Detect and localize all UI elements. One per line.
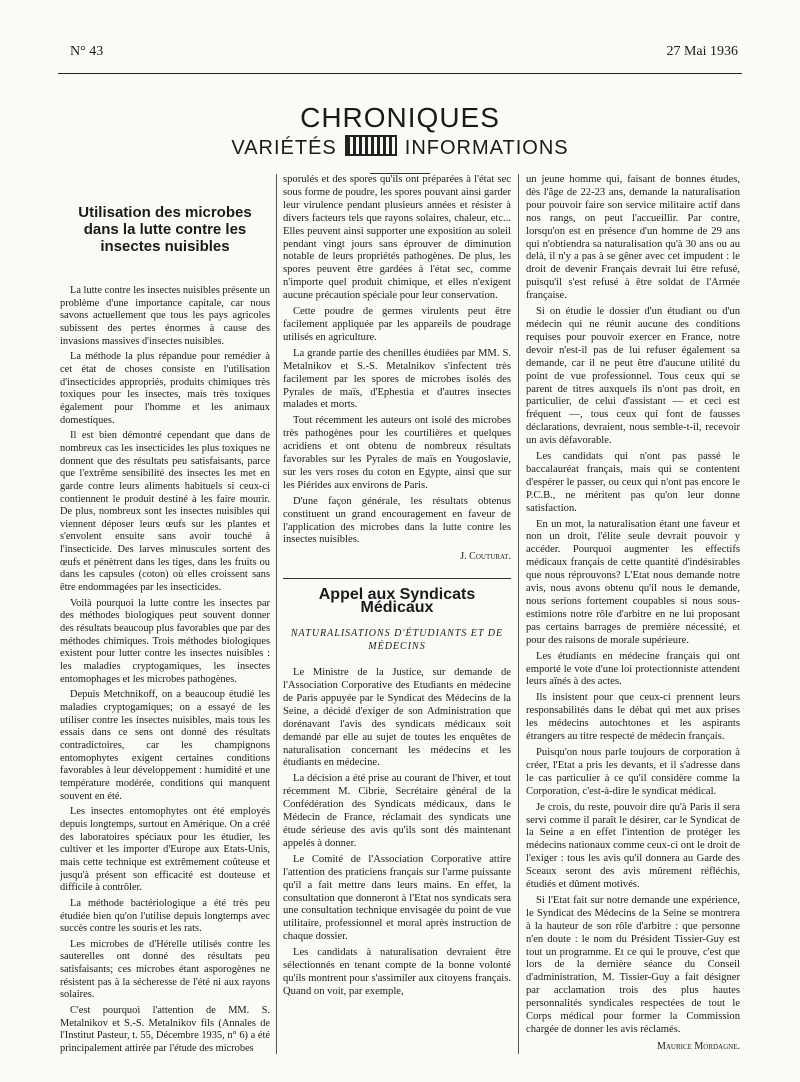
ornament-icon bbox=[345, 135, 397, 156]
article-divider bbox=[283, 578, 511, 579]
paragraph: Le Ministre de la Justice, sur demande de l'Association Corporative des Etudiants en médecine de Paris appuyée par le Syndicat des Médecins de la Seine, a décidé d'exiger de son Administration que dorénavant l'avis des syndicats médicaux soit demandé par elle au sujet de toutes les enquêtes de naturalisation concernant les médecins et les étudiants en médecine. bbox=[283, 667, 511, 769]
masthead-left: VARIÉTÉS bbox=[231, 137, 337, 159]
paragraph: Ils insistent pour que ceux-ci prennent leurs responsabilités dans le débat qui met aux prises les médecins autochtones et les aspirants étrangers au titre respecté de médecin français. bbox=[526, 692, 740, 743]
paragraph: La décision a été prise au courant de l'hiver, et tout récemment M. Cibrie, Secrétaire général de la Confédération des Syndicats médicaux, dans le Médecin de France, réclamait des syndicats une étude sérieuse des avis qu'ils sont dès maintenant appelés à donner. bbox=[283, 773, 511, 849]
issue-number: N° 43 bbox=[70, 44, 104, 59]
paragraph: Les microbes de d'Hérelle utilisés contre les sauterelles ont donné des résultats peu satisfaisants; ces microbes étant asporogènes ne résistent pas à la sécheresse de l'été ni aux rayons solaires. bbox=[60, 938, 270, 1001]
paragraph: La lutte contre les insectes nuisibles présente un problème d'une importance capitale, car nous savons actuellement que tous les pays agricoles subissent des pertes énormes à cause des invasions massives d'insectes nuisibles. bbox=[60, 285, 270, 347]
paragraph: Depuis Metchnikoff, on a beaucoup étudié les maladies cryptogamiques; on a essayé de les utiliser contre les insectes nuisibles, mais tous les essais dans ce sens ont donné des résultats contradictoires, car les champignons entomophytes exigent certaines conditions favorables à leur développement : humidité et une température modérée, conditions qui manquent souvent en été. bbox=[60, 689, 270, 802]
article-title: Utilisation des microbes dans la lutte contre les insectes nuisibles bbox=[78, 204, 252, 255]
paragraph: Les insectes entomophytes ont été employés depuis longtemps, surtout en Amérique. On a créé des laboratoires spéciaux pour les étudier, les cultiver et les importer d'Europe aux Etats-Unis, mais cette technique est extrêmement coûteuse et jusqu'à présent son efficacité est douteuse et difficile à contrôler. bbox=[60, 806, 270, 894]
paragraph: Voilà pourquoi la lutte contre les insectes par des méthodes biologiques peut souvent donner des résultats beaucoup plus favorables que par des méthodes chimiques. Trois méthodes biologiques existent pour lutter contre les insectes nuisibles : les maladies cryptogamiques, les insectes entomophages et les microbes pathogènes. bbox=[60, 597, 270, 685]
paragraph: Si on étudie le dossier d'un étudiant ou d'un médecin qui ne réunit aucune des conditions requises pour pouvoir exercer en France, notre devoir n'est-il pas de lui refuser également sa demande, car il ne peut être d'aucune utilité du point de vue professionnel. Tous ceux qui se parent de titres auxquels ils n'ont pas droit, en particulier, de celui d'assistant — et ceci est fréquent —, tous ceux qui font de fausses déclarations, devraient, nous semble-t-il, recevoir un avis défavorable. bbox=[526, 306, 740, 447]
paragraph: Tout récemment les auteurs ont isolé des microbes très pathogènes pour les courtilières et quelques acridiens et ont obtenu de nombreux résultats favorables sur les Pyrales de maïs en Yougoslavie, sur les vers roses du coton en Egypte, ainsi que sur les Piérides aux environs de Paris. bbox=[283, 415, 511, 491]
paragraph: En un mot, la naturalisation étant une faveur et non un droit, l'élite seule devrait pouvoir y accéder. Pourquoi augmenter les effectifs médicaux français de cette quantité d'indésirables que nous réprouvons? L'Etat nous demande notre avis, nous avons obtenu qu'il nous le demande, nous serions fortement coupables si nous sous-estimions notre rôle d'arbitre en ne lui proposant pas certains barrages de première nécessité, et pour des raisons de morale supérieure. bbox=[526, 518, 740, 646]
paragraph: La grande partie des chenilles étudiées par MM. S. Metalnikov et S.-S. Metalnikov s'infectent très facilement par les spores de microbes isolés des Pyrales de maïs, d'Ephestia et d'autres insectes malades et morts. bbox=[283, 347, 511, 411]
paragraph: C'est pourquoi l'attention de MM. S. Metalnikov et S.-S. Metalnikov fils (Annales de l'Institut Pasteur, t. 55, Décembre 1935, n° 6) a été principalement attirée par l'étude des microbes bbox=[60, 1005, 270, 1055]
column-3 bbox=[526, 174, 740, 1054]
paragraph: Les candidats à naturalisation devraient être sélectionnés en tenant compte de la bonne volonté qu'ils montrent pour s'assimiler aux citoyens français. Quand on voit, par exemple, bbox=[283, 947, 511, 997]
paragraph: Si l'Etat fait sur notre demande une expérience, le Syndicat des Médecins de la Seine se montrera à la hauteur de son rôle d'arbitre : que personne n'en doute : le nom du Président Tissier-Guy est tout un programme. Et ce qui le prouve, c'est que lors de la dernière séance du Conseil d'administration, M. Tissier-Guy a fait désigner par acclamation trois des plus hautes personnalités syndicales respectées de tout le Corps médical pour former la Commission chargée de donner les avis réclamés. bbox=[526, 894, 740, 1035]
article-subtitle: NATURALISATIONS D'ÉTUDIANTS ET DE MÉDECINS bbox=[290, 628, 504, 653]
signature: Maurice Mordagne. bbox=[656, 1040, 740, 1052]
column-1 bbox=[60, 204, 270, 1059]
header-rule bbox=[58, 73, 742, 74]
paragraph: Je crois, du reste, pouvoir dire qu'à Paris il sera servi comme il paraît le désirer, car le Syndicat de la Seine a en effet l'intention de protéger les médecins nationaux comme ceux-ci ont le droit de l'exiger : tous les avis qu'il donnera au Garde des Sceaux seront des avis mûrement réfléchis, étudiés et dûment motivés. bbox=[526, 801, 740, 891]
article-title: Appel aux Syndicats Médicaux bbox=[318, 586, 476, 617]
masthead-subtitle bbox=[0, 135, 800, 160]
paragraph: Il est bien démontré cependant que dans de nombreux cas les insecticides les plus toxiques ne donnent que des résultats peu satisfaisants, parce que l'extrême sensibilité des insectes les met en garde contre leurs aliments habituels si ceux-ci contiennent le produit destiné à les faire mourir. De plus, nombreux sont les insectes nuisibles qui viennent déposer leurs œufs sur les plantes et s'envolent ensuite sans avoir touché à l'insecticide. Des larves minuscules sortent des œufs et pénètrent dans les tiges, dans les fruits ou dans les capsules (coton) où elles croissent sans être endommagées par les insecticides. bbox=[60, 430, 270, 594]
masthead-right: INFORMATIONS bbox=[404, 137, 569, 159]
paragraph: Les étudiants en médecine français qui ont emporté le vote d'une loi protectionniste attendent leurs aînés à des actes. bbox=[526, 650, 740, 688]
paragraph: Puisqu'on nous parle toujours de corporation à créer, l'Etat a pris les devants, et il s'adresse dans le cas particulier à ce qu'il considère comme la Corporation, c'est-à-dire le syndicat médical. bbox=[526, 746, 740, 797]
masthead-title: CHRONIQUES bbox=[300, 102, 500, 133]
paragraph: La méthode bactériologique a été très peu étudiée bien qu'on l'utilise depuis longtemps avec succès contre les souris et les rats. bbox=[60, 897, 270, 935]
signature: J. Couturat. bbox=[460, 551, 511, 563]
issue-date: 27 Mai 1936 bbox=[666, 44, 738, 59]
column-divider bbox=[276, 174, 277, 1054]
column-2 bbox=[283, 174, 511, 1002]
paragraph: La méthode la plus répandue pour remédier à cet état de choses consiste en l'utilisation d'insecticides appropriés, produits chimiques très toxiques pour les insectes, mais très toxiques également pour l'homme et les animaux domestiques. bbox=[60, 351, 270, 426]
column-divider bbox=[518, 174, 519, 1054]
paragraph: un jeune homme qui, faisant de bonnes études, dès l'âge de 22-23 ans, demande la naturalisation pour pouvoir faire son service militaire actif dans nos rangs, on peut l'accueillir. Par contre, lorsqu'on est en présence d'un homme de 29 ans qui n'obtiendra sa naturalisation qu'à 30 ans ou au delà, il n'y a pas à se gêner avec cet impudent : le droit de devenir Français devrait lui être refusé, puisqu'il s'est refusé à être soldat de l'Armée française. bbox=[526, 174, 740, 302]
paragraph: Le Comité de l'Association Corporative attire l'attention des praticiens français sur l'arme puissante qu'il a fait mettre dans leurs mains. En effet, la consultation que donneront à l'Etat nos syndicats sera une consultation technique envisagée du point de vue utilitaire, professionnel et moral après instruction de chaque dossier. bbox=[283, 853, 511, 943]
page-header bbox=[70, 44, 738, 66]
paragraph: Cette poudre de germes virulents peut être facilement appliquée par les appareils de poudrage utilisés en agriculture. bbox=[283, 306, 511, 343]
paragraph: Les candidats qui n'ont pas passé le baccalauréat français, mais qui se contentent d'espérer le passer, ou ceux qui n'ont pas encore le P.C.B., ne méritent pas qu'on leur donne satisfaction. bbox=[526, 451, 740, 514]
paragraph: D'une façon générale, les résultats obtenus constituent un grand encouragement en faveur de l'application des microbes dans la lutte contre les insectes nuisibles. bbox=[283, 495, 511, 546]
paragraph: sporulés et des spores qu'ils ont préparées à l'état sec sous forme de poudre, les spores pouvant ainsi garder leur virulence pendant plusieurs années et résister à divers facteurs tels que rayons solaires, chaleur, etc... Elles peuvent ainsi supporter une exposition au soleil pendant vingt jours sans éprouver de diminution notable de leurs propriétés pathogènes. De plus, les spores peuvent être gardées à l'état sec, comme n'importe quel produit chimique, et elles n'exigent aucune précaution spéciale pour leur conservation. bbox=[283, 174, 511, 302]
